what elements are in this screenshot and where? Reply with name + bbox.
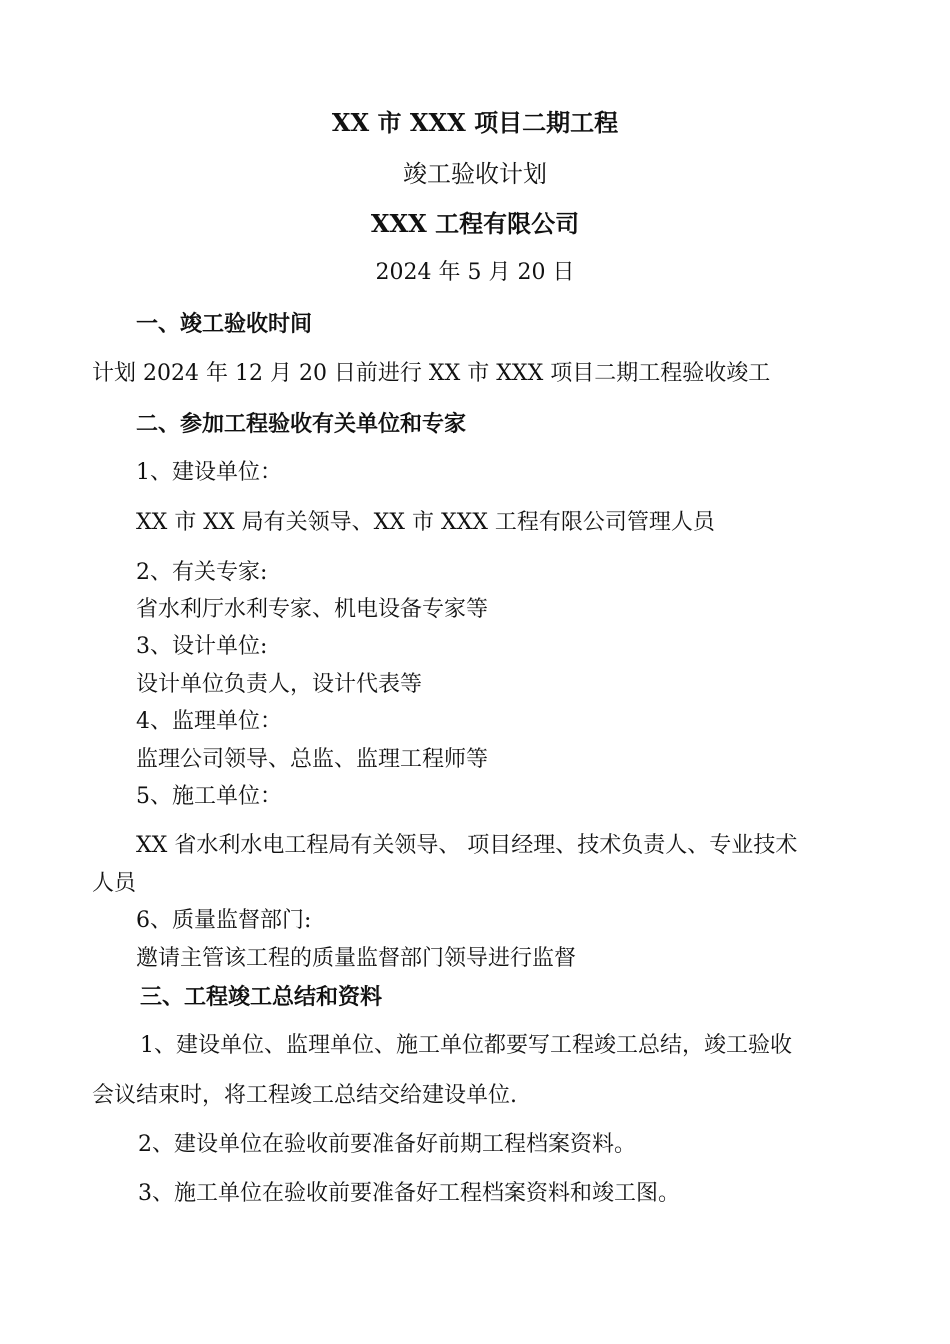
section1-text: 计划 2024 年 12 月 20 日前进行 XX 市 XXX 项目二期工程验收竣工 — [92, 361, 771, 386]
document-subtitle: 竣工验收计划 — [403, 160, 547, 188]
item-text-contractor-unit-cont: 人员 — [92, 871, 137, 896]
item-text-contractor-unit: XX 省水利水电工程局有关领导、 项目经理、技术负责人、专业技术 — [136, 833, 798, 858]
section3-heading: 三、工程竣工总结和资料 — [140, 984, 383, 1010]
section3-item2: 2、建设单位在验收前要准备好前期工程档案资料。 — [138, 1132, 636, 1157]
company-name: XXX 工程有限公司 — [370, 209, 580, 238]
section3-item1: 1、建设单位、监理单位、施工单位都要写工程竣工总结，竣工验收 — [140, 1033, 792, 1058]
item-text-supervision-unit: 监理公司领导、总监、监理工程师等 — [136, 747, 489, 772]
item-text-construction-unit: XX 市 XX 局有关领导、XX 市 XXX 工程有限公司管理人员 — [136, 510, 715, 535]
item-text-design-unit: 设计单位负责人，设计代表等 — [136, 672, 423, 697]
item-label-contractor-unit: 5、施工单位： — [136, 784, 282, 809]
item-label-quality-supervision: 6、质量监督部门: — [136, 908, 312, 933]
section3-item1-cont: 会议结束时，将工程竣工总结交给建设单位. — [92, 1083, 517, 1108]
item-label-design-unit: 3、设计单位: — [136, 634, 268, 659]
section1-heading: 一、竣工验收时间 — [136, 311, 313, 337]
item-text-quality-supervision: 邀请主管该工程的质量监督部门领导进行监督 — [136, 946, 577, 971]
section2-heading: 二、参加工程验收有关单位和专家 — [136, 411, 467, 437]
item-label-construction-unit: 1、建设单位： — [136, 460, 282, 485]
item-text-experts: 省水利厅水利专家、机电设备专家等 — [136, 597, 489, 622]
document-title: XX 市 XXX 项目二期工程 — [331, 108, 619, 137]
item-label-supervision-unit: 4、监理单位： — [136, 709, 282, 734]
section3-item3: 3、施工单位在验收前要准备好工程档案资料和竣工图。 — [138, 1181, 680, 1206]
item-label-experts: 2、有关专家: — [136, 560, 268, 585]
document-date: 2024 年 5 月 20 日 — [375, 260, 575, 285]
